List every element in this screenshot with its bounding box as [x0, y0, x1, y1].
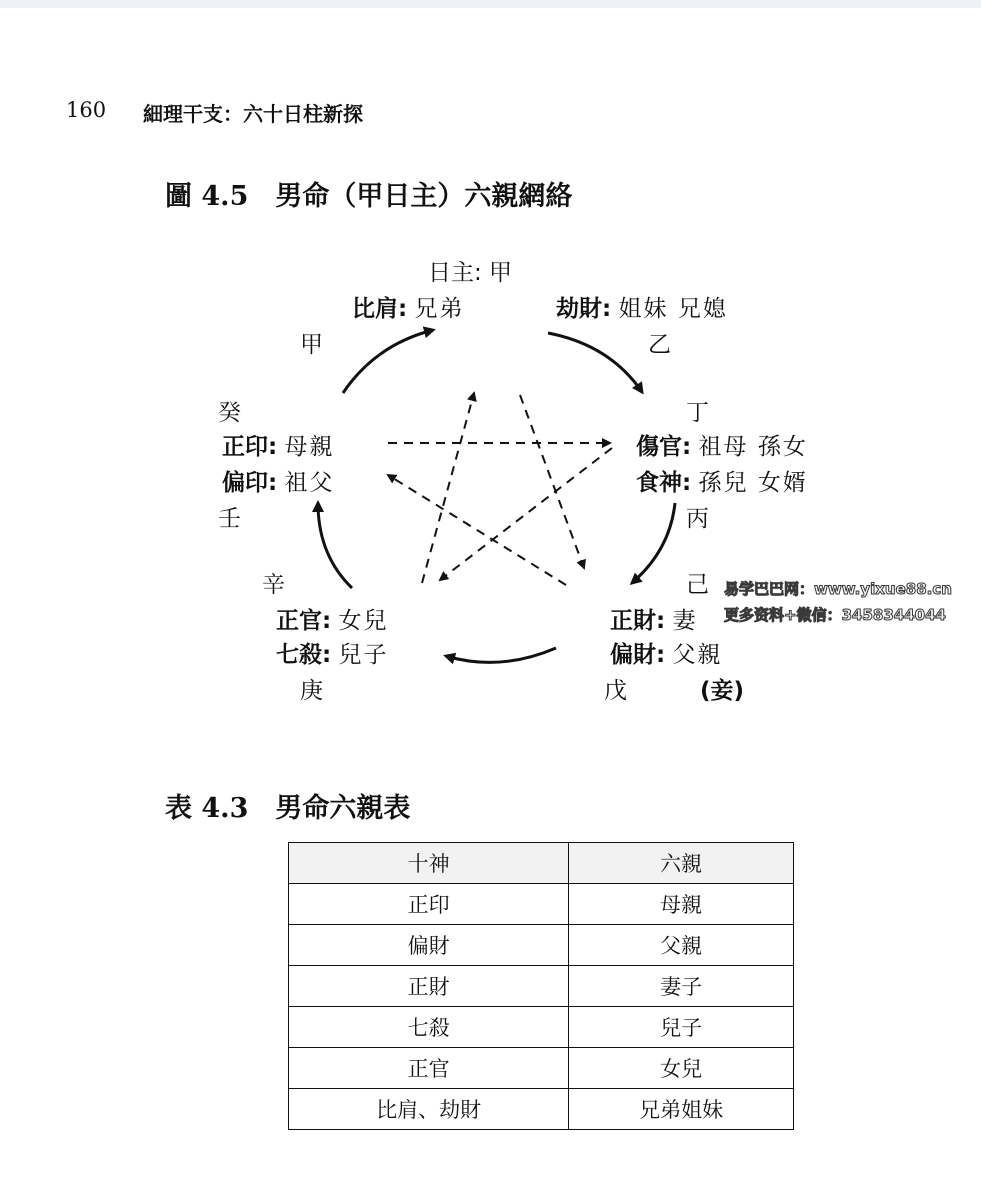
column-header: 六親 — [569, 843, 794, 884]
ten-god-label: 偏印: — [222, 470, 278, 496]
node-right-shishen — [636, 464, 808, 497]
table-cell: 兒子 — [569, 1007, 794, 1048]
stem-wu-label: 戊 — [604, 678, 627, 704]
ten-god-label: 食神: — [636, 470, 692, 496]
relatives-label: 祖父 — [284, 470, 335, 496]
node-right-shangguan — [636, 428, 808, 461]
table-title: 表 4.3 男命六親表 — [165, 793, 411, 824]
relatives-label: 祖母 孫女 — [698, 434, 808, 460]
ten-god-label: 正印: — [222, 434, 278, 460]
table-row — [289, 1048, 794, 1089]
node-topright-jiecai — [556, 290, 728, 323]
dash-right-to-bottomleft — [440, 448, 612, 580]
arrow-right-to-bottomright — [632, 503, 675, 583]
relatives-label: 兒子 — [338, 642, 389, 668]
stem-ding-label: 丁 — [686, 400, 709, 426]
stem-geng-label: 庚 — [300, 678, 323, 704]
table-row — [289, 1007, 794, 1048]
table-header-row — [289, 843, 794, 884]
arrow-geng-to-jia-cycle — [343, 330, 433, 393]
table-cell: 女兒 — [569, 1048, 794, 1089]
dash-bottomleft-to-top — [422, 393, 474, 583]
stem-ren-label: 壬 — [218, 506, 241, 532]
running-header-title: 細理干支：六十日柱新探 — [143, 102, 363, 126]
table-cell: 母親 — [569, 884, 794, 925]
ten-god-label: 偏財: — [610, 642, 666, 668]
stem-ji-label: 己 — [686, 572, 709, 598]
ten-god-label: 比肩: — [352, 296, 408, 322]
dash-top-to-bottomright — [520, 395, 584, 568]
dash-bottomright-to-left — [388, 475, 566, 585]
table-row — [289, 884, 794, 925]
stem-bing-label: 丙 — [686, 506, 709, 532]
stem-xin-label: 辛 — [262, 572, 285, 598]
ten-god-label: 劫財: — [556, 296, 612, 322]
relatives-label: 孫兒 女婿 — [698, 470, 808, 496]
node-bottomright-zhengcai — [610, 602, 698, 635]
table-cell: 七殺 — [289, 1007, 569, 1048]
table-cell: 偏財 — [289, 925, 569, 966]
watermark-line2: 更多资料+微信：3458344044 — [724, 606, 946, 624]
relatives-label: 妻 — [672, 608, 698, 634]
node-bottomleft-zhengguan — [276, 602, 389, 635]
stem-yi-label: 乙 — [648, 332, 671, 358]
table-cell: 兄弟姐妹 — [569, 1089, 794, 1130]
table-row — [289, 966, 794, 1007]
table-cell: 正印 — [289, 884, 569, 925]
ten-god-label: 正財: — [610, 608, 666, 634]
table-cell: 父親 — [569, 925, 794, 966]
relatives-label: 女兒 — [338, 608, 389, 634]
arrow-bottomright-to-bottomleft — [446, 648, 556, 662]
table-cell: 正官 — [289, 1048, 569, 1089]
kinship-table — [288, 842, 794, 1130]
ten-god-label: 傷官: — [636, 434, 692, 460]
table-row — [289, 925, 794, 966]
relatives-label: 兄弟 — [414, 296, 465, 322]
stem-gui-label: 癸 — [218, 400, 241, 426]
relatives-label: 姐妹 兄媳 — [618, 296, 728, 322]
ten-god-label: 正官: — [276, 608, 332, 634]
page-number: 160 — [66, 98, 107, 122]
column-header: 十神 — [289, 843, 569, 884]
watermark-line1: 易学巴巴网：www.yixue88.cn — [724, 580, 952, 598]
node-bottomright-piancai — [610, 636, 723, 669]
node-left-zhengyin — [222, 428, 335, 461]
concubine-label: (妾) — [700, 678, 745, 704]
table-cell: 妻子 — [569, 966, 794, 1007]
day-master-stem-label: 日主: 甲 — [428, 260, 513, 286]
relatives-label: 父親 — [672, 642, 723, 668]
figure-title: 圖 4.5 男命（甲日主）六親網絡 — [165, 181, 573, 212]
ten-god-label: 七殺: — [276, 642, 332, 668]
node-top-bijian — [352, 290, 465, 323]
node-bottomleft-qisha — [276, 636, 389, 669]
relatives-label: 母親 — [284, 434, 335, 460]
arrow-bottomleft-to-left — [318, 503, 352, 588]
arrow-top-to-topright — [548, 333, 642, 392]
node-left-pianyin — [222, 464, 335, 497]
table-cell: 正財 — [289, 966, 569, 1007]
table-row — [289, 1089, 794, 1130]
stem-jia-left-label: 甲 — [300, 332, 323, 358]
table-cell: 比肩、劫財 — [289, 1089, 569, 1130]
